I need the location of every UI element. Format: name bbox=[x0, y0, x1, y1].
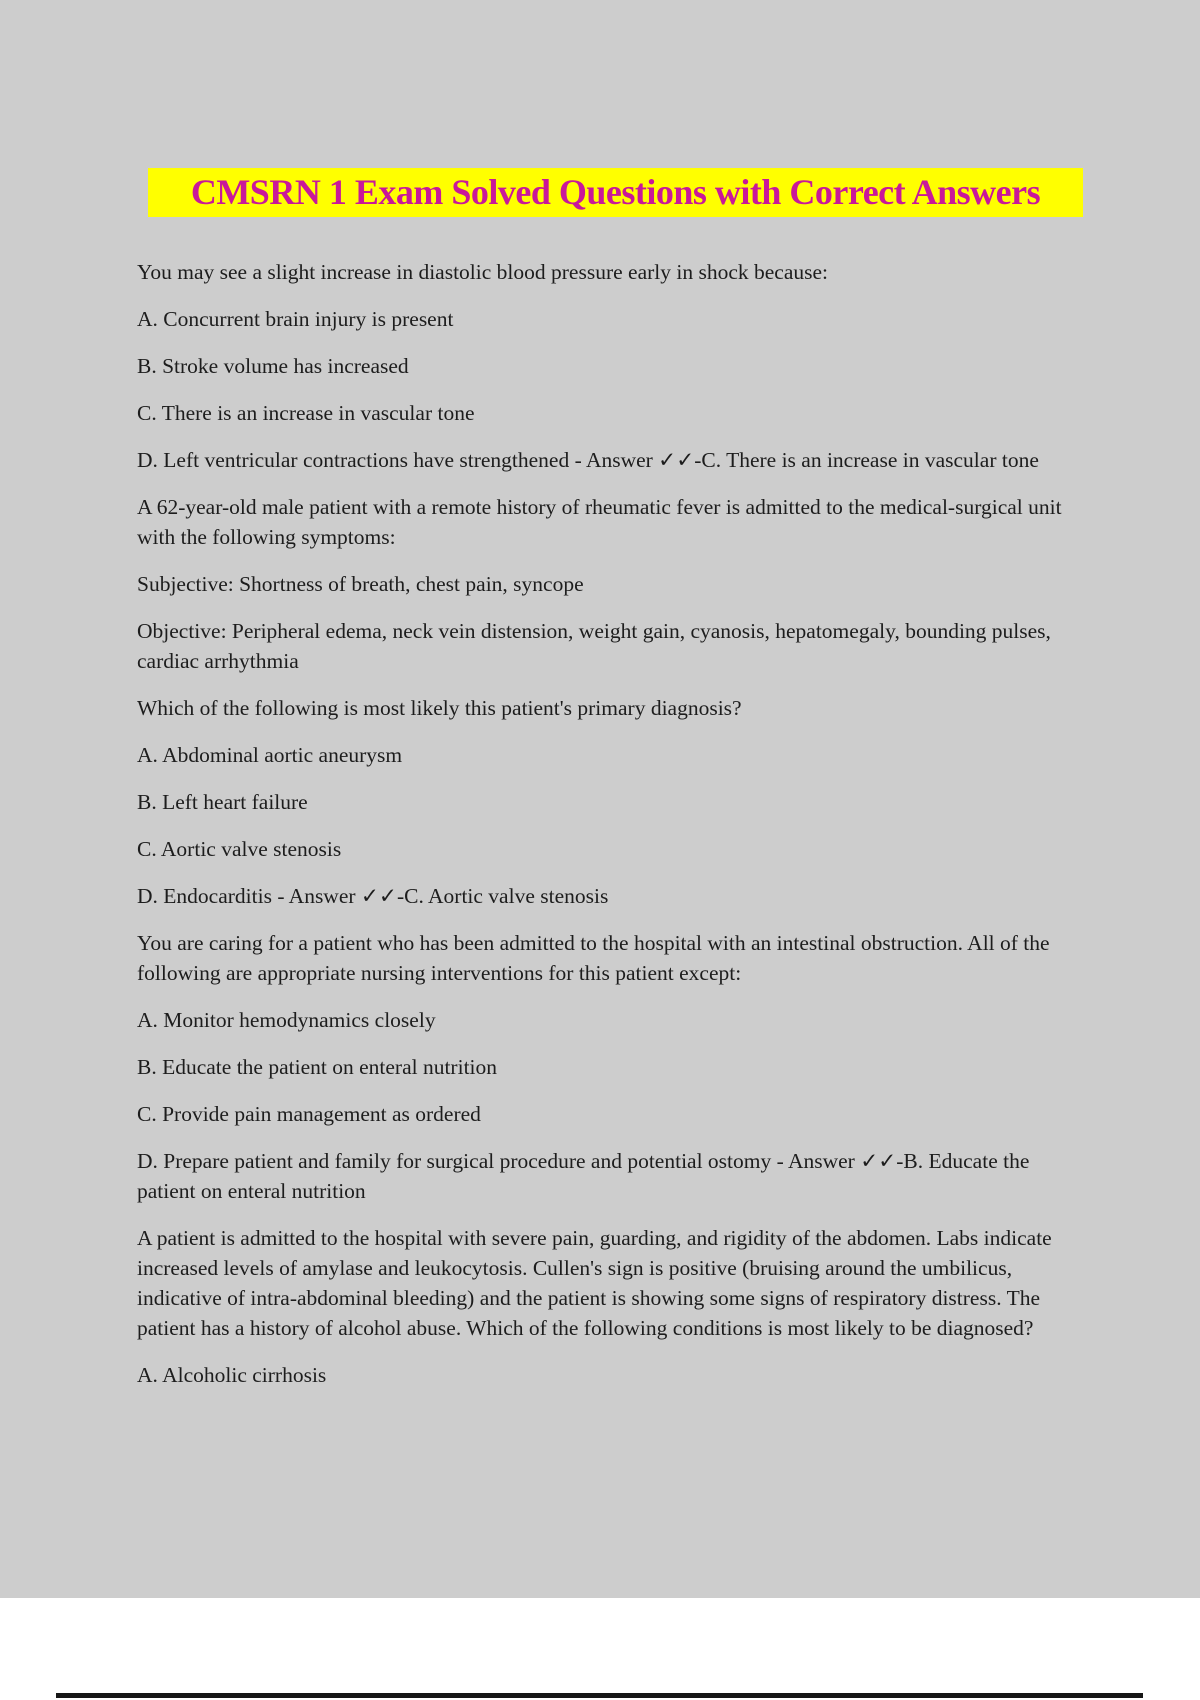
q2-option-a: A. Abdominal aortic aneurysm bbox=[137, 743, 403, 767]
q2-subjective: Subjective: Shortness of breath, chest pain, syncope bbox=[137, 572, 584, 596]
bottom-divider bbox=[56, 1693, 1143, 1698]
q2-question: Which of the following is most likely this patient's primary diagnosis? bbox=[137, 696, 742, 720]
document-body bbox=[137, 257, 1078, 1407]
q1-option-a: A. Concurrent brain injury is present bbox=[137, 307, 454, 331]
q3-option-a: A. Monitor hemodynamics closely bbox=[137, 1008, 436, 1032]
q2-option-c: C. Aortic valve stenosis bbox=[137, 837, 342, 861]
q1-option-d-answer: D. Left ventricular contractions have strengthened - Answer ✓✓-C. There is an increase in vascular tone bbox=[137, 448, 1039, 472]
q1-option-c: C. There is an increase in vascular tone bbox=[137, 401, 475, 425]
q4-option-a: A. Alcoholic cirrhosis bbox=[137, 1363, 327, 1387]
q3-question: You are caring for a patient who has been admitted to the hospital with an intestinal obstruction. All of the following are appropriate nursing interventions for this patient except: bbox=[137, 931, 1050, 985]
q2-case-intro: A 62-year-old male patient with a remote history of rheumatic fever is admitted to the medical-surgical unit with the following symptoms: bbox=[137, 495, 1062, 549]
q2-option-d-answer: D. Endocarditis - Answer ✓✓-C. Aortic valve stenosis bbox=[137, 884, 609, 908]
q1-option-b: B. Stroke volume has increased bbox=[137, 354, 409, 378]
q4-case-question: A patient is admitted to the hospital with severe pain, guarding, and rigidity of the abdomen. Labs indicate increased levels of amylase and leukocytosis. Cullen's sign is positive (bruising around the umbilicus, indicative of intra-abdominal bleeding) and the patient is showing some signs of respiratory distress. The patient has a history of alcohol abuse. Which of the following conditions is most likely to be diagnosed? bbox=[137, 1226, 1052, 1340]
page-bottom-margin bbox=[0, 1598, 1200, 1700]
q1-question: You may see a slight increase in diastolic blood pressure early in shock because: bbox=[137, 260, 829, 284]
q3-option-d-answer: D. Prepare patient and family for surgical procedure and potential ostomy - Answer ✓✓-B. Educate the patient on enteral nutrition bbox=[137, 1149, 1030, 1203]
q2-option-b: B. Left heart failure bbox=[137, 790, 308, 814]
q3-option-b: B. Educate the patient on enteral nutrition bbox=[137, 1055, 498, 1079]
q3-option-c: C. Provide pain management as ordered bbox=[137, 1102, 481, 1126]
page-title: CMSRN 1 Exam Solved Questions with Correct Answers bbox=[148, 168, 1083, 217]
q2-objective: Objective: Peripheral edema, neck vein distension, weight gain, cyanosis, hepatomegaly, bounding pulses, cardiac arrhythmia bbox=[137, 619, 1051, 673]
